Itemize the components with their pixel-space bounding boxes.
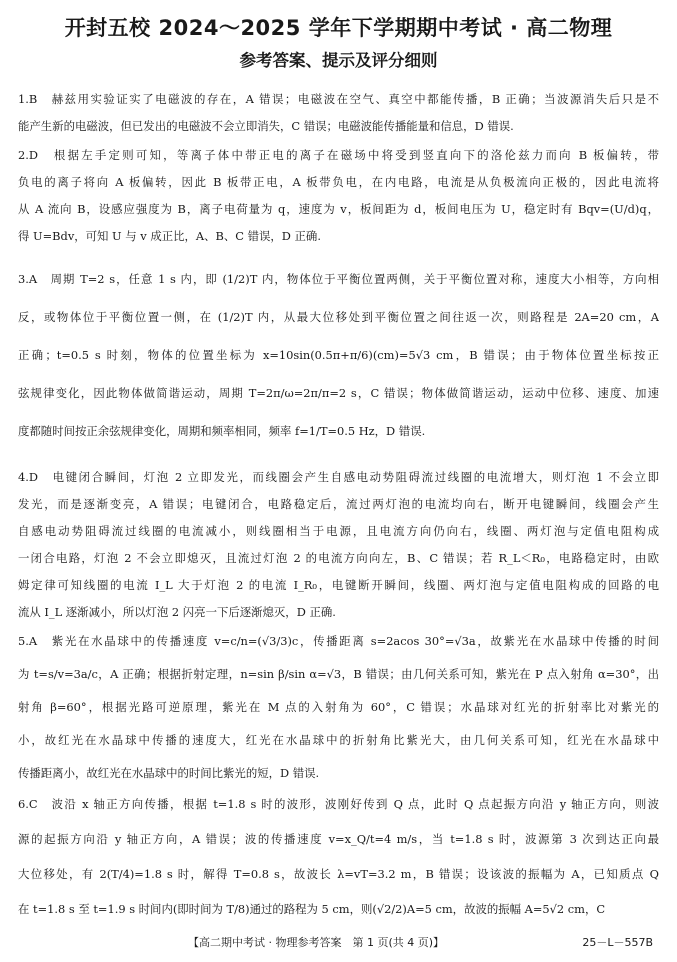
answer-line: 6.C 波沿 x 轴正方向传播，根据 t=1.8 s 时的波形，波刚好传到 Q 点，此时 Q 点起振方向沿 y 轴正方向，则波 bbox=[18, 797, 659, 811]
page-footer bbox=[0, 934, 677, 954]
answer-line: 2.D 根据左手定则可知，等离子体中带正电的离子在磁场中将受到竖直向下的洛伦兹力而向 B 板偏转，带 bbox=[18, 148, 659, 162]
answer-line: 自感电动势阻碍流过线圈的电流减小，则线圈相当于电源，且电流方向仍向右，线圈、两灯泡与定值电阻构成 bbox=[18, 524, 659, 538]
answer-line: 3.A 周期 T=2 s，任意 1 s 内，即 (1/2)T 内，物体位于平衡位置两侧，关于平衡位置对称，速度大小相等，方向相 bbox=[18, 272, 659, 286]
answer-line: 一闭合电路，灯泡 2 不会立即熄灭，且流过灯泡 2 的电流方向向左，B、C 错误；若 R_L＜R₀，电路稳定时，由欧 bbox=[18, 551, 659, 565]
answer-line: 射角 β=60°，根据光路可逆原理，紫光在 M 点的入射角为 60°，C 错误；水晶球对红光的折射率比对紫光的 bbox=[18, 700, 659, 714]
answer-line: 正确；t=0.5 s 时刻，物体的位置坐标为 x=10sin(0.5π+π/6)(cm)=5√3 cm，B 错误；由于物体位置坐标按正 bbox=[18, 348, 659, 362]
answer-line: 源的起振方向沿 y 轴正方向，A 错误；波的传播速度 v=x_Q/t=4 m/s，当 t=1.8 s 时，波源第 3 次到达正向最 bbox=[18, 832, 659, 846]
page-title: 开封五校 2024～2025 学年下学期期中考试 · 高二物理 bbox=[64, 16, 613, 40]
answer-line: 姆定律可知线圈的电流 I_L 大于灯泡 2 的电流 I_R₀，电键断开瞬间，线圈、两灯泡与定值电阻构成的回路的电 bbox=[18, 578, 659, 592]
answer-line: 传播距离小，故红光在水晶球中的时间比紫光的短，D 错误. bbox=[18, 766, 320, 780]
answer-line: 在 t=1.8 s 至 t=1.9 s 时间内(即时间为 T/8)通过的路程为 5 cm，则(√2/2)A=5 cm，故波的振幅 A=5√2 cm，C bbox=[18, 902, 606, 916]
answer-line: 5.A 紫光在水晶球中的传播速度 v=c/n=(√3/3)c，传播距离 s=2acos 30°=√3a，故紫光在水晶球中传播的时间 bbox=[18, 634, 659, 648]
answer-line: 4.D 电键闭合瞬间，灯泡 2 立即发光，而线圈会产生自感电动势阻碍流过线圈的电流增大，则灯泡 1 不会立即 bbox=[18, 470, 659, 484]
footer-page-info: 【高二期中考试 · 物理参考答案 第 1 页(共 4 页)】 bbox=[188, 936, 445, 949]
answer-line: 小，故红光在水晶球中传播的速度大，红光在水晶球中的折射角比紫光大，由几何关系可知，红光在水晶球中 bbox=[18, 733, 659, 747]
answer-line: 得 U=Bdv，可知 U 与 v 成正比，A、B、C 错误，D 正确. bbox=[18, 229, 321, 243]
answer-line: 反，或物体位于平衡位置一侧，在 (1/2)T 内，从最大位移处到平衡位置之间往返一次，则路程是 2A=20 cm，A bbox=[18, 310, 659, 324]
answer-line: 弦规律变化，因此物体做简谐运动，周期 T=2π/ω=2π/π=2 s，C 错误；物体做简谐运动，运动中位移、速度、加速 bbox=[18, 386, 659, 400]
answer-line: 发光，而是逐渐变亮，A 错误；电键闭合，电路稳定后，流过两灯泡的电流均向右，断开电键瞬间，线圈会产生 bbox=[18, 497, 659, 511]
footer-code: 25－L－557B bbox=[582, 936, 653, 949]
answer-line: 流从 I_L 逐渐减小，所以灯泡 2 闪亮一下后逐渐熄灭，D 正确. bbox=[18, 605, 336, 619]
answer-line: 从 A 流向 B，设感应强度为 B，离子电荷量为 q，速度为 v，板间距为 d，板间电压为 U，稳定时有 Bqv=(U/d)q， bbox=[18, 202, 659, 216]
answer-line: 1.B 赫兹用实验证实了电磁波的存在，A 错误；电磁波在空气、真空中都能传播，B 正确；当波源消失后只是不 bbox=[18, 92, 659, 106]
answer-line: 度都随时间按正余弦规律变化，周期和频率相同，频率 f=1/T=0.5 Hz，D 错误. bbox=[18, 424, 426, 438]
answer-line: 为 t=s/v=3a/c，A 正确；根据折射定理，n=sin β/sin α=√3，B 错误；由几何关系可知，紫光在 P 点入射角 α=30°，出 bbox=[18, 667, 659, 681]
answer-line: 大位移处，有 2(T/4)=1.8 s 时，解得 T=0.8 s，故波长 λ=vT=3.2 m，B 错误；设该波的振幅为 A，已知质点 Q bbox=[18, 867, 659, 881]
answer-line: 能产生新的电磁波，但已发出的电磁波不会立即消失，C 错误；电磁波能传播能量和信息，D 错误. bbox=[18, 119, 514, 133]
answer-line: 负电的离子将向 A 板偏转，因此 B 板带正电，A 板带负电，在内电路，电流是从负极流向正极的，因此电流将 bbox=[18, 175, 659, 189]
page-subtitle: 参考答案、提示及评分细则 bbox=[239, 51, 438, 70]
